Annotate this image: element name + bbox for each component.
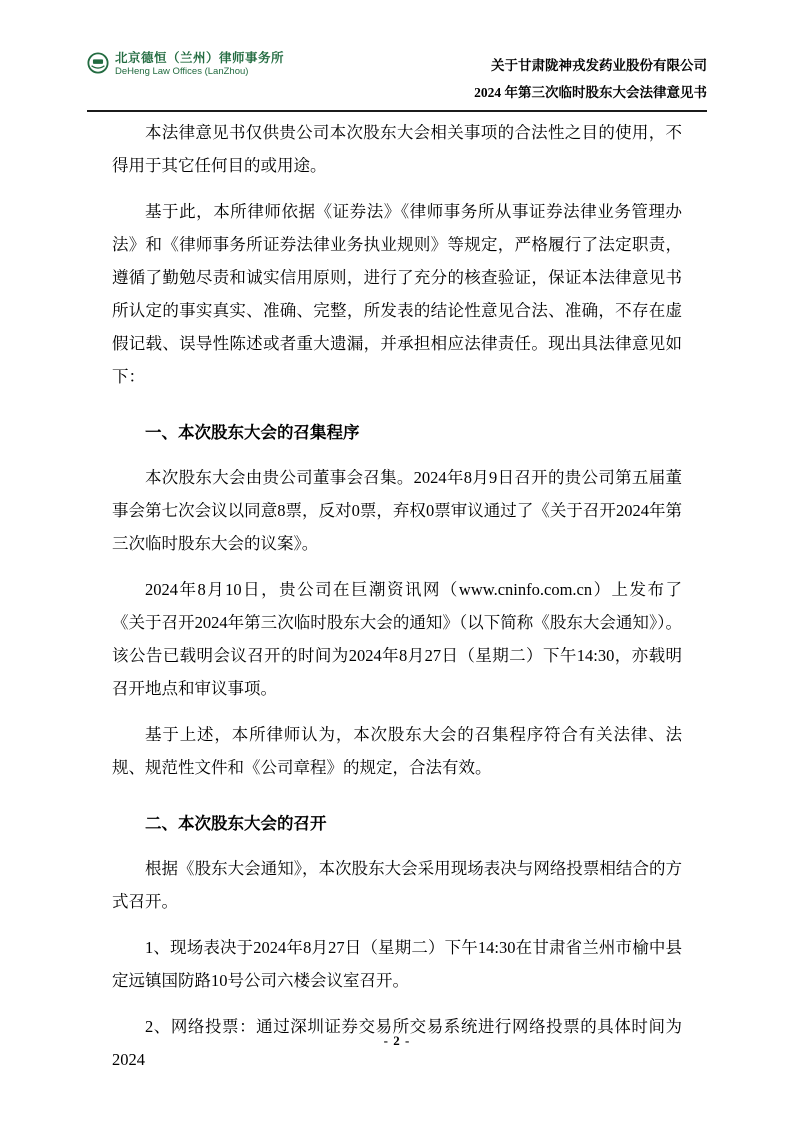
section-heading-2: 二、本次股东大会的召开 [145,815,327,833]
paragraph: 本次股东大会由贵公司董事会召集。2024年8月9日召开的贵公司第五届董事会第七次会议以同意8票，反对0票，弃权0票审议通过了《关于召开2024年第三次临时股东大会的议案》。 [112,468,682,553]
doc-title-line-1: 关于甘肃陇神戎发药业股份有限公司 [491,58,707,73]
paragraph: 根据《股东大会通知》，本次股东大会采用现场表决与网络投票相结合的方式召开。 [112,859,682,911]
page-number: - 2 - [383,1033,411,1048]
paragraph: 2024年8月10日，贵公司在巨潮资讯网（www.cninfo.com.cn）上发布了《关于召开2024年第三次临时股东大会的通知》（以下简称《股东大会通知》）。该公告已载明会议召开的时间为2024年8月27日（星期二）下午14:30，亦载明召开地点和审议事项。 [112,580,682,698]
firm-name-block [115,50,284,78]
deheng-logo-icon [87,52,109,74]
paragraph: 2、网络投票：通过深圳证券交易所交易系统进行网络投票的具体时间为2024 [112,1017,682,1069]
paragraph: 基于此，本所律师依据《证券法》《律师事务所从事证券法律业务管理办法》和《律师事务所证券法律业务执业规则》等规定，严格履行了法定职责，遵循了勤勉尽责和诚实信用原则，进行了充分的核查验证，保证本法律意见书所认定的事实真实、准确、完整，所发表的结论性意见合法、准确，不存在虚假记载、误导性陈述或者重大遗漏，并承担相应法律责任。现出具法律意见如下： [112,202,682,386]
document-body [112,116,682,1089]
doc-title-line-2: 2024 年第三次临时股东大会法律意见书 [474,85,707,100]
section-heading-1: 一、本次股东大会的召集程序 [145,424,360,442]
paragraph: 基于上述，本所律师认为，本次股东大会的召集程序符合有关法律、法规、规范性文件和《公司章程》的规定，合法有效。 [112,725,682,777]
paragraph: 本法律意见书仅供贵公司本次股东大会相关事项的合法性之目的使用，不得用于其它任何目的或用途。 [112,123,682,175]
firm-name-zh: 北京德恒（兰州）律师事务所 [115,51,285,65]
law-firm-identity [87,50,284,78]
firm-name-en: DeHeng Law Offices (LanZhou) [115,66,249,77]
document-title [474,52,707,106]
paragraph: 1、现场表决于2024年8月27日（星期二）下午14:30在甘肃省兰州市榆中县定远镇国防路10号公司六楼会议室召开。 [112,938,682,990]
document-header [87,50,707,112]
